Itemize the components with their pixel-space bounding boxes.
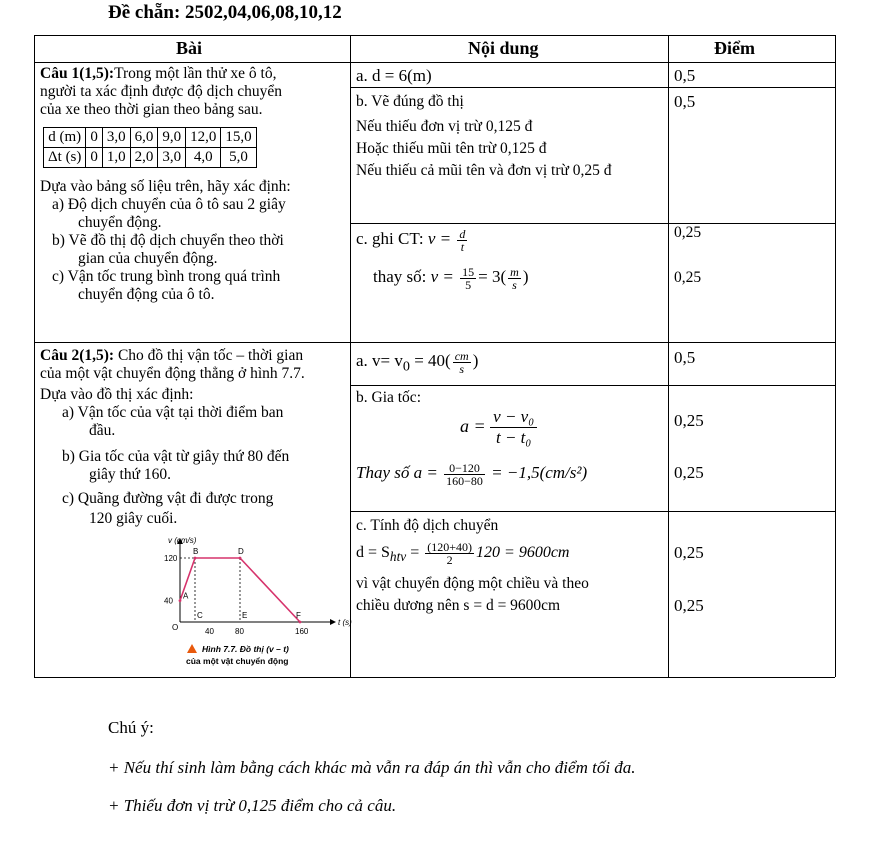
table-cell: 2,0 — [130, 148, 158, 168]
table-cell: 0 — [86, 148, 103, 168]
q2-points-c2: 0,25 — [674, 596, 704, 615]
q2-line2: của một vật chuyển động thẳng ở hình 7.7. — [40, 365, 305, 382]
q1-line3: của xe theo thời gian theo bảng sau. — [40, 101, 263, 118]
q1-item-a-cont: chuyển động. — [78, 214, 162, 231]
table-cell: 5,0 — [221, 148, 256, 168]
table-cell: 3,0 — [102, 128, 130, 148]
point-label-f: F — [296, 611, 301, 620]
table-cell: 15,0 — [221, 128, 256, 148]
q2-answer-b-label: b. Gia tốc: — [356, 389, 421, 406]
q2-answer-a: a. $v= v_0 = 40$( $\frac{cm}{s}$ ) — [356, 348, 479, 376]
header-noi-dung: Nội dung — [468, 38, 539, 58]
q2-item-a-cont: đầu. — [89, 422, 116, 439]
x-tick-label: 40 — [205, 627, 214, 636]
x-tick-label: 160 — [295, 627, 309, 636]
note-title: Chú ý: — [108, 718, 154, 737]
point-label-a: A — [183, 591, 189, 601]
velocity-time-graph — [150, 530, 350, 670]
q1-points-b: 0,5 — [674, 92, 696, 111]
table-cell: d (m) — [44, 128, 86, 148]
q1-answer-b: b. Vẽ đúng đồ thị — [356, 93, 464, 110]
q1-answer-a: a. d = 6(m) — [356, 66, 432, 85]
q1-points-c2: 0,25 — [674, 269, 702, 286]
q2-item-c: c) Quãng đường vật đi được trong — [62, 490, 274, 507]
q1-answer-b-note2: Hoặc thiếu mũi tên trừ 0,125 đ — [356, 140, 547, 157]
point-label-b: B — [193, 547, 199, 556]
point-label-e: E — [242, 611, 248, 620]
q1-item-b-cont: gian của chuyển động. — [78, 250, 218, 267]
q1-item-c: c) Vận tốc trung bình trong quá trình — [52, 268, 281, 285]
figure-caption-line1: Hình 7.7. Đồ thị (v – t) — [202, 644, 289, 654]
table-cell: 9,0 — [158, 128, 186, 148]
q1-item-b: b) Vẽ đồ thị độ dịch chuyển theo thời — [52, 232, 284, 249]
data-point — [194, 557, 197, 560]
y-axis-label: v (cm/s) — [168, 536, 197, 545]
q2-answer-c-line2: vì vật chuyển động một chiều và theo — [356, 575, 589, 592]
triangle-icon — [187, 644, 197, 653]
table-cell: 1,0 — [102, 148, 130, 168]
data-point — [239, 557, 242, 560]
q2-answer-c-formula: $d = S_{htv}$ = $\frac{(120+40)}{2}$ 120 = 9600cm — [356, 539, 570, 567]
note-2: + Thiếu đơn vị trừ 0,125 điểm cho cả câu. — [108, 796, 397, 815]
q2-item-b: b) Gia tốc của vật từ giây thứ 80 đến — [62, 448, 290, 465]
q2-item-b-cont: giây thứ 160. — [89, 466, 172, 483]
q1-item-a: a) Độ dịch chuyển của ô tô sau 2 giây — [52, 196, 286, 213]
q2-points-b1: 0,25 — [674, 411, 704, 430]
q2-answer-b-formula: a = $\frac{\text{v − v₀}}{\text{t − t₀}}$ — [460, 404, 537, 448]
note-1: + Nếu thí sinh làm bằng cách khác mà vẫn ra đáp án thì vẫn cho điểm tối đa. — [108, 758, 636, 777]
origin-label: O — [172, 623, 179, 632]
q2-answer-c-label: c. Tính độ dịch chuyển — [356, 517, 499, 534]
q2-points-a: 0,5 — [674, 348, 696, 367]
x-axis-label: t (s) — [338, 618, 352, 627]
q1-prompt: Dựa vào bảng số liệu trên, hãy xác định: — [40, 178, 291, 195]
q1-answer-c-formula: c. ghi CT: v = $\frac{d}{t}$ — [356, 226, 466, 254]
q1-answer-b-note3: Nếu thiếu cả mũi tên và đơn vị trừ 0,25 đ — [356, 162, 612, 179]
page-heading: Đề chẵn: 2502,04,06,08,10,12 — [108, 2, 342, 23]
table-cell: 0 — [86, 128, 103, 148]
q1-data-table — [43, 127, 257, 168]
q2-answer-b-substitution: Thay số a = $\frac{0-120}{160-80}$ = −1,5(cm/s²) — [356, 460, 588, 488]
q2-line1: Câu 2(1,5): Cho đồ thị vận tốc – thời gian — [40, 347, 304, 364]
point-label-c: C — [197, 611, 203, 620]
q1-line1: Câu 1(1,5):Trong một lần thử xe ô tô, — [40, 65, 277, 82]
q1-answer-c-substitution: thay số: v = $\frac{15}{5}$ = 3( $\frac{m}{s}$ ) — [373, 264, 529, 292]
table-cell: 12,0 — [186, 128, 221, 148]
table-cell: 4,0 — [186, 148, 221, 168]
header-bai: Bài — [176, 38, 203, 58]
q1-item-c-cont: chuyển động của ô tô. — [78, 286, 215, 303]
q1-answer-b-note1: Nếu thiếu đơn vị trừ 0,125 đ — [356, 118, 533, 135]
table-row — [44, 128, 257, 148]
table-cell: 6,0 — [130, 128, 158, 148]
q2-points-c1: 0,25 — [674, 543, 704, 562]
table-row — [44, 148, 257, 168]
q1-line2: người ta xác định được độ dịch chuyển — [40, 83, 282, 100]
figure-caption-line2: của một vật chuyển động — [186, 656, 289, 666]
q2-item-a: a) Vận tốc của vật tại thời điểm ban — [62, 404, 284, 421]
table-cell: 3,0 — [158, 148, 186, 168]
point-label-d: D — [238, 547, 244, 556]
q2-answer-c-line3: chiều dương nên s = d = 9600cm — [356, 597, 561, 614]
q1-points-a: 0,5 — [674, 66, 696, 85]
x-axis-arrow — [330, 619, 336, 625]
x-tick-label: 80 — [235, 627, 244, 636]
y-tick-label: 40 — [164, 596, 173, 606]
data-point — [179, 599, 182, 602]
q2-item-c-cont: 120 giây cuối. — [89, 510, 178, 527]
y-tick-label: 120 — [164, 554, 178, 563]
q1-points-c1: 0,25 — [674, 224, 702, 241]
header-diem: Điểm — [714, 38, 755, 58]
data-point — [299, 621, 302, 624]
q2-points-b2: 0,25 — [674, 463, 704, 482]
q2-line3: Dựa vào đồ thị xác định: — [40, 386, 194, 403]
table-cell: Δt (s) — [44, 148, 86, 168]
